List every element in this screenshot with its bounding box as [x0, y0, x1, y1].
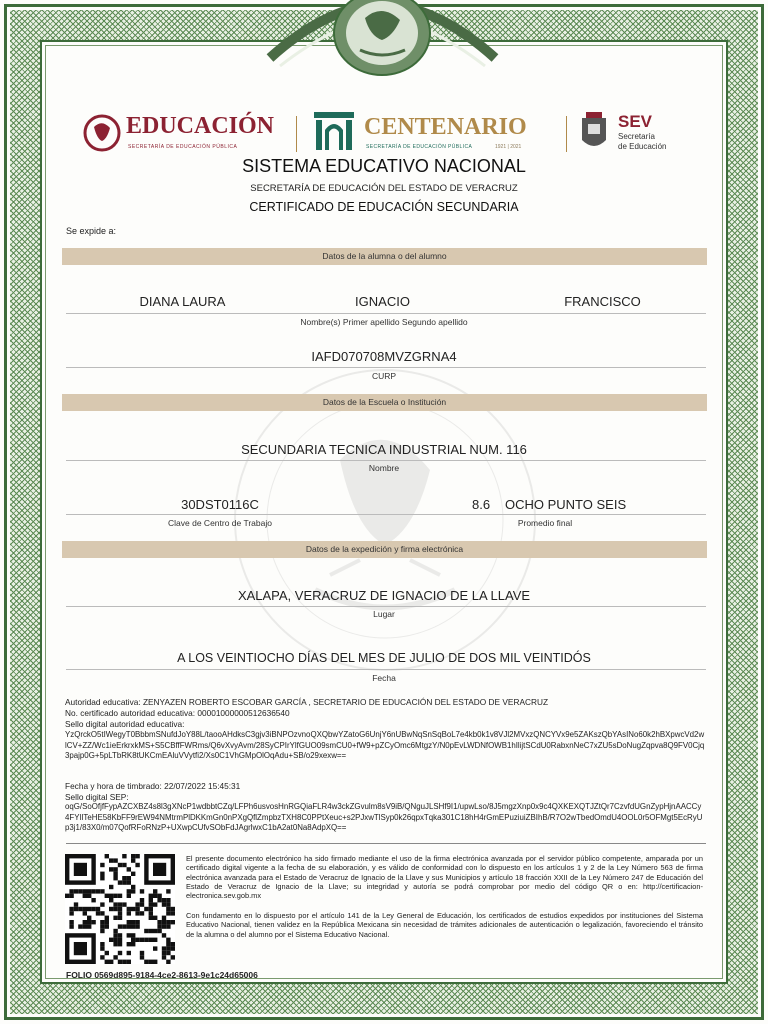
- date-label: Fecha: [372, 673, 396, 683]
- school-section-bar: Datos de la Escuela o Institución: [62, 394, 707, 411]
- folio: FOLIO 0569d895-9184-4ce2-8613-9e1c24d65006: [66, 970, 258, 980]
- educacion-title: EDUCACIÓN: [126, 113, 275, 139]
- sev-logo: [578, 110, 688, 158]
- system-title: SISTEMA EDUCATIVO NACIONAL: [242, 156, 526, 176]
- certificate-title: CERTIFICADO DE EDUCACIÓN SECUNDARIA: [249, 200, 519, 214]
- sep-seal-label: Sello digital SEP:: [65, 792, 129, 802]
- centenario-logo: [312, 108, 552, 158]
- educacion-subtitle: SECRETARÍA DE EDUCACIÓN PÚBLICA: [128, 144, 238, 150]
- school-name-label: Nombre: [368, 463, 400, 473]
- veracruz-shield-icon: [578, 110, 610, 154]
- curp-label: CURP: [371, 371, 397, 381]
- header-divider: [296, 116, 297, 152]
- average-label: Promedio final: [517, 518, 573, 528]
- date-rule: [66, 669, 706, 670]
- cert-number-line: No. certificado autoridad educativa: 00001000000512636540: [65, 708, 290, 718]
- building-icon: [312, 108, 356, 154]
- seal-value: YzQrckO5tIWegyT0BbbmSNufdJoY88L/taooAHdksC3gjv3iBNPOzvnoQXQbwYZatoG6UnjY6nUBwNqSnSqBoL7e4kb0k1v8VJl2MVxzQNCYVx9e5ZAKszQbYAsINo60k2hBXpwcVd2wlCV+ZZ/Wc1ieErkrxkMS+S5CBffFWRms/Q6vXvyAvm/28SyCPIrYlfGUO09smCU0+fW9+pZCyOmc6MtgzY/N0pEvLWDNfOWB1hIlijtSCdU0RabxnNeC7xZU5sDoNugZqpva8Q9FV0Cjq3pajp0G+5pLTbRK8tUKCmEAluVVytfi2/Xs0C1VhGMpOlOqAdu+SB/o29xexw==: [65, 730, 705, 761]
- header-divider-2: [566, 116, 567, 152]
- issuance-place: XALAPA, VERACRUZ DE IGNACIO DE LA LLAVE: [237, 588, 531, 603]
- legal-paragraph-2: Con fundamento en lo dispuesto por el artículo 141 de la Ley General de Educación, los certificados de estudios expedidos por instituciones del Sistema Educativo Nacional, tienen validez en la República Mexicana sin necesidad de trámites adicionales de autenticación o legalización, favoreciendo el tránsito de la alumna o del alumno por el Sistema Educativo Nacional.: [186, 911, 703, 939]
- place-rule: [66, 606, 706, 607]
- centenario-years: 1921 | 2021: [495, 144, 522, 150]
- timestamp-line: Fecha y hora de timbrado: 22/07/2022 15:45:31: [65, 781, 241, 791]
- school-rule: [66, 460, 706, 461]
- school-name: SECUNDARIA TECNICA INDUSTRIAL NUM. 116: [241, 442, 527, 457]
- place-label: Lugar: [373, 609, 395, 619]
- student-names: DIANA LAURA: [139, 294, 226, 309]
- seal-label: Sello digital autoridad educativa:: [65, 719, 185, 729]
- national-seal-icon: [265, 0, 500, 78]
- eagle-emblem-icon: [82, 113, 122, 153]
- sev-title: SEV: [618, 112, 653, 131]
- average-text: OCHO PUNTO SEIS: [505, 497, 627, 512]
- curp-rule: [66, 367, 706, 368]
- school-cct: 30DST0116C: [181, 497, 259, 512]
- centenario-subtitle: SECRETARÍA DE EDUCACIÓN PÚBLICA: [366, 144, 473, 150]
- average-number: 8.6: [472, 497, 491, 512]
- issuance-section-bar: Datos de la expedición y firma electrónica: [62, 541, 707, 558]
- student-section-bar: Datos de la alumna o del alumno: [62, 248, 707, 265]
- issuance-date: A LOS VEINTIOCHO DÍAS DEL MES DE JULIO DE DOS MIL VEINTIDÓS: [177, 651, 591, 665]
- student-curp: IAFD070708MVZGRNA4: [311, 349, 457, 364]
- cct-label: Clave de Centro de Trabajo: [168, 518, 272, 528]
- sev-subtitle-1: Secretaría: [618, 132, 655, 141]
- qr-code-icon[interactable]: [65, 854, 175, 964]
- signature-rule: [66, 843, 706, 844]
- educacion-logo: [82, 113, 282, 157]
- secretariat-title: SECRETARÍA DE EDUCACIÓN DEL ESTADO DE VERACRUZ: [250, 183, 518, 194]
- student-first-surname: IGNACIO: [355, 294, 410, 309]
- names-rule: [66, 313, 706, 314]
- authority-line: Autoridad educativa: ZENYAZEN ROBERTO ESCOBAR GARCÍA , SECRETARIO DE EDUCACIÓN DEL ESTADO DE VERACRUZ: [65, 697, 549, 707]
- student-second-surname: FRANCISCO: [564, 294, 641, 309]
- legal-paragraph-1: El presente documento electrónico ha sido firmado mediante el uso de la firma electrónica avanzada por el servidor público competente, amparada por un certificado digital vigente a la fecha de su elaboración, y es válido de conformidad con lo dispuesto en los artículos 1 y 2 de la Ley Número 563 de firma electrónica avanzada para el Estado de Veracruz de Ignacio de la Llave y sus Municipios y artículo 18 fracción XXII de la Ley Número 247 de Educación del Estado de Veracruz de Ignacio de la Llave; su integridad y autoría se podrá comprobar por medio del código QR o en: http://certificacion-electronica.sev.gob.mx: [186, 854, 703, 901]
- sev-subtitle-2: de Educación: [618, 142, 667, 151]
- expide-label: Se expide a:: [66, 226, 117, 236]
- sep-seal-value: oqG/SoOfjfFypAZCXBZ4s8l3gXNcP1wdbbtCZq/LFPh6usvosHnRGQiaFLR4w3ckZGvulm8sV9iB/QNguJLSHf9I1/upwLso/8J5mgzXnp0x9c4QXKEXQTJZtQr7CzvfdUGnZypHjnAACCy4FYlITeHE58KbFF9rEW94NMtrmPlDKKmGn0nPXgQflZmpbzTXH8C0PPtXeuc+s2PJxwTlSyp0k26qpxTqka301C18hH4rGmEPuziuiZBIhB/R7O2wTbedOmdU4OOL0r5OFMgt5EcRyUp3j1/83X0/m07QofRFoRNzP+UXwpCUfvSObFdJAgrlwxC1bA2at0Na8AdpXQ==: [65, 802, 703, 833]
- centenario-title: CENTENARIO: [364, 114, 527, 140]
- names-label: Nombre(s) Primer apellido Segundo apellido: [300, 317, 468, 327]
- cct-rule: [66, 514, 706, 515]
